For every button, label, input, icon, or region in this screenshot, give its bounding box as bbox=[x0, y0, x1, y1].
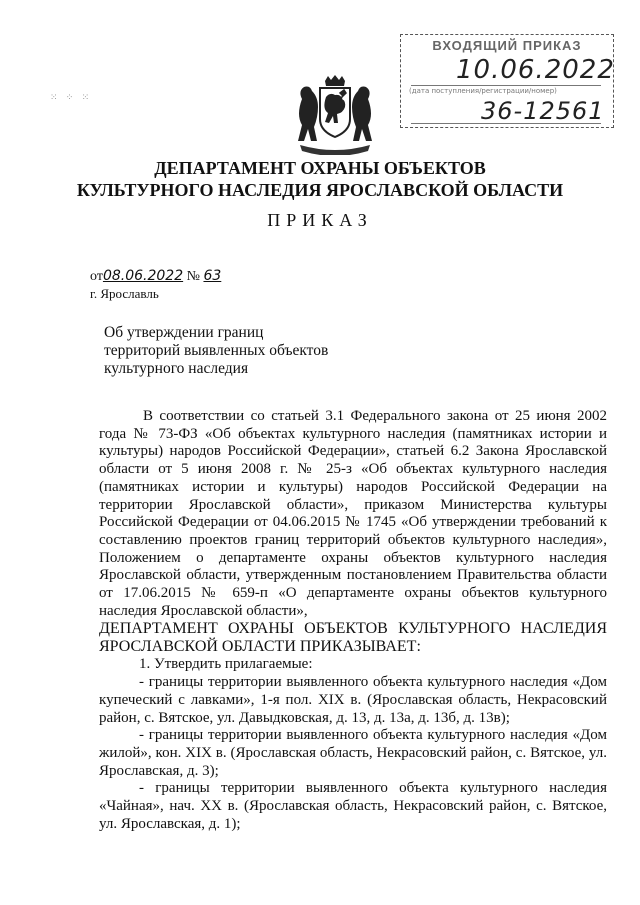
stamp-date: 10.06.2022 bbox=[456, 55, 615, 85]
department-title-line1: ДЕПАРТАМЕНТ ОХРАНЫ ОБЪЕКТОВ bbox=[154, 158, 486, 178]
stamp-registration-number: 36-12561 bbox=[481, 97, 605, 125]
order-city: г. Ярославль bbox=[90, 286, 159, 301]
point-1: 1. Утвердить прилагаемые: bbox=[139, 656, 313, 673]
department-title-line2: КУЛЬТУРНОГО НАСЛЕДИЯ ЯРОСЛАВСКОЙ ОБЛАСТИ bbox=[76, 180, 564, 200]
list-item: - границы территории выявленного объекта культурного наследия «Чайная», нач. XX в. (Ярославская область, Некрасовский район, с. Вятское, ул. Ярославская, д. 1); bbox=[99, 780, 607, 832]
list-item: - границы территории выявленного объекта культурного наследия «Дом жилой», кон. XIX в. (Ярославская область, Некрасовский район, с. Вятское, ул. Ярославская, д. 3); bbox=[99, 727, 607, 779]
scan-mark: ⁙ ⁘ ⁙ bbox=[50, 92, 93, 102]
subject-line: культурного наследия bbox=[104, 360, 249, 377]
stamp-divider bbox=[411, 85, 601, 86]
order-number: 63 bbox=[203, 268, 222, 284]
list-item: - границы территории выявленного объекта культурного наследия «Дом купеческий с лавками», 1-я пол. XIX в. (Ярославская область, Некрасовский район, с. Вятское, ул. Давыдковская, д. 13, д. 13а, д. 13б, д. 13в); bbox=[99, 674, 607, 726]
stamp-divider-bottom bbox=[411, 123, 601, 124]
order-date: 08.06.2022 bbox=[102, 268, 184, 284]
order-number-label: № bbox=[186, 269, 200, 284]
registration-stamp bbox=[400, 34, 614, 128]
stamp-caption: (дата поступления/регистрации/номер) bbox=[409, 87, 557, 95]
subject-line: территорий выявленных объектов bbox=[104, 342, 329, 359]
preamble-paragraph: В соответствии со статьей 3.1 Федерального закона от 25 июня 2002 года № 73-ФЗ «Об объектах культурного наследия (памятниках истории и культуры) народов Российской Федерации», статьей 6.2 Закона Ярославской области от 5 июня 2008 г. № 25-з «Об объектах культурного наследия (памятниках истории и культуры) народов Российской Федерации на территории Ярославской области», приказом Министерства культуры Российской Федерации от 04.06.2015 № 1745 «Об утверждении требований к составлению проектов границ территорий объектов культурного наследия», Положением о департаменте охраны объектов культурного наследия Ярославской области, утвержденным постановлением Правительства области от 17.06.2015 № 659-п «О департаменте охраны объектов культурного наследия Ярославской области», bbox=[99, 408, 607, 619]
document-type: ПРИКАЗ bbox=[267, 210, 373, 230]
coat-of-arms-icon bbox=[290, 75, 380, 155]
order-date-number bbox=[90, 268, 221, 285]
subject-line: Об утверждении границ bbox=[104, 324, 264, 341]
decree-heading: ДЕПАРТАМЕНТ ОХРАНЫ ОБЪЕКТОВ КУЛЬТУРНОГО НАСЛЕДИЯ ЯРОСЛАВСКОЙ ОБЛАСТИ ПРИКАЗЫВАЕТ: bbox=[99, 620, 607, 656]
order-subject bbox=[104, 324, 328, 378]
order-body bbox=[99, 408, 607, 833]
stamp-title: ВХОДЯЩИЙ ПРИКАЗ bbox=[432, 38, 582, 53]
order-from-label: от bbox=[90, 269, 103, 284]
